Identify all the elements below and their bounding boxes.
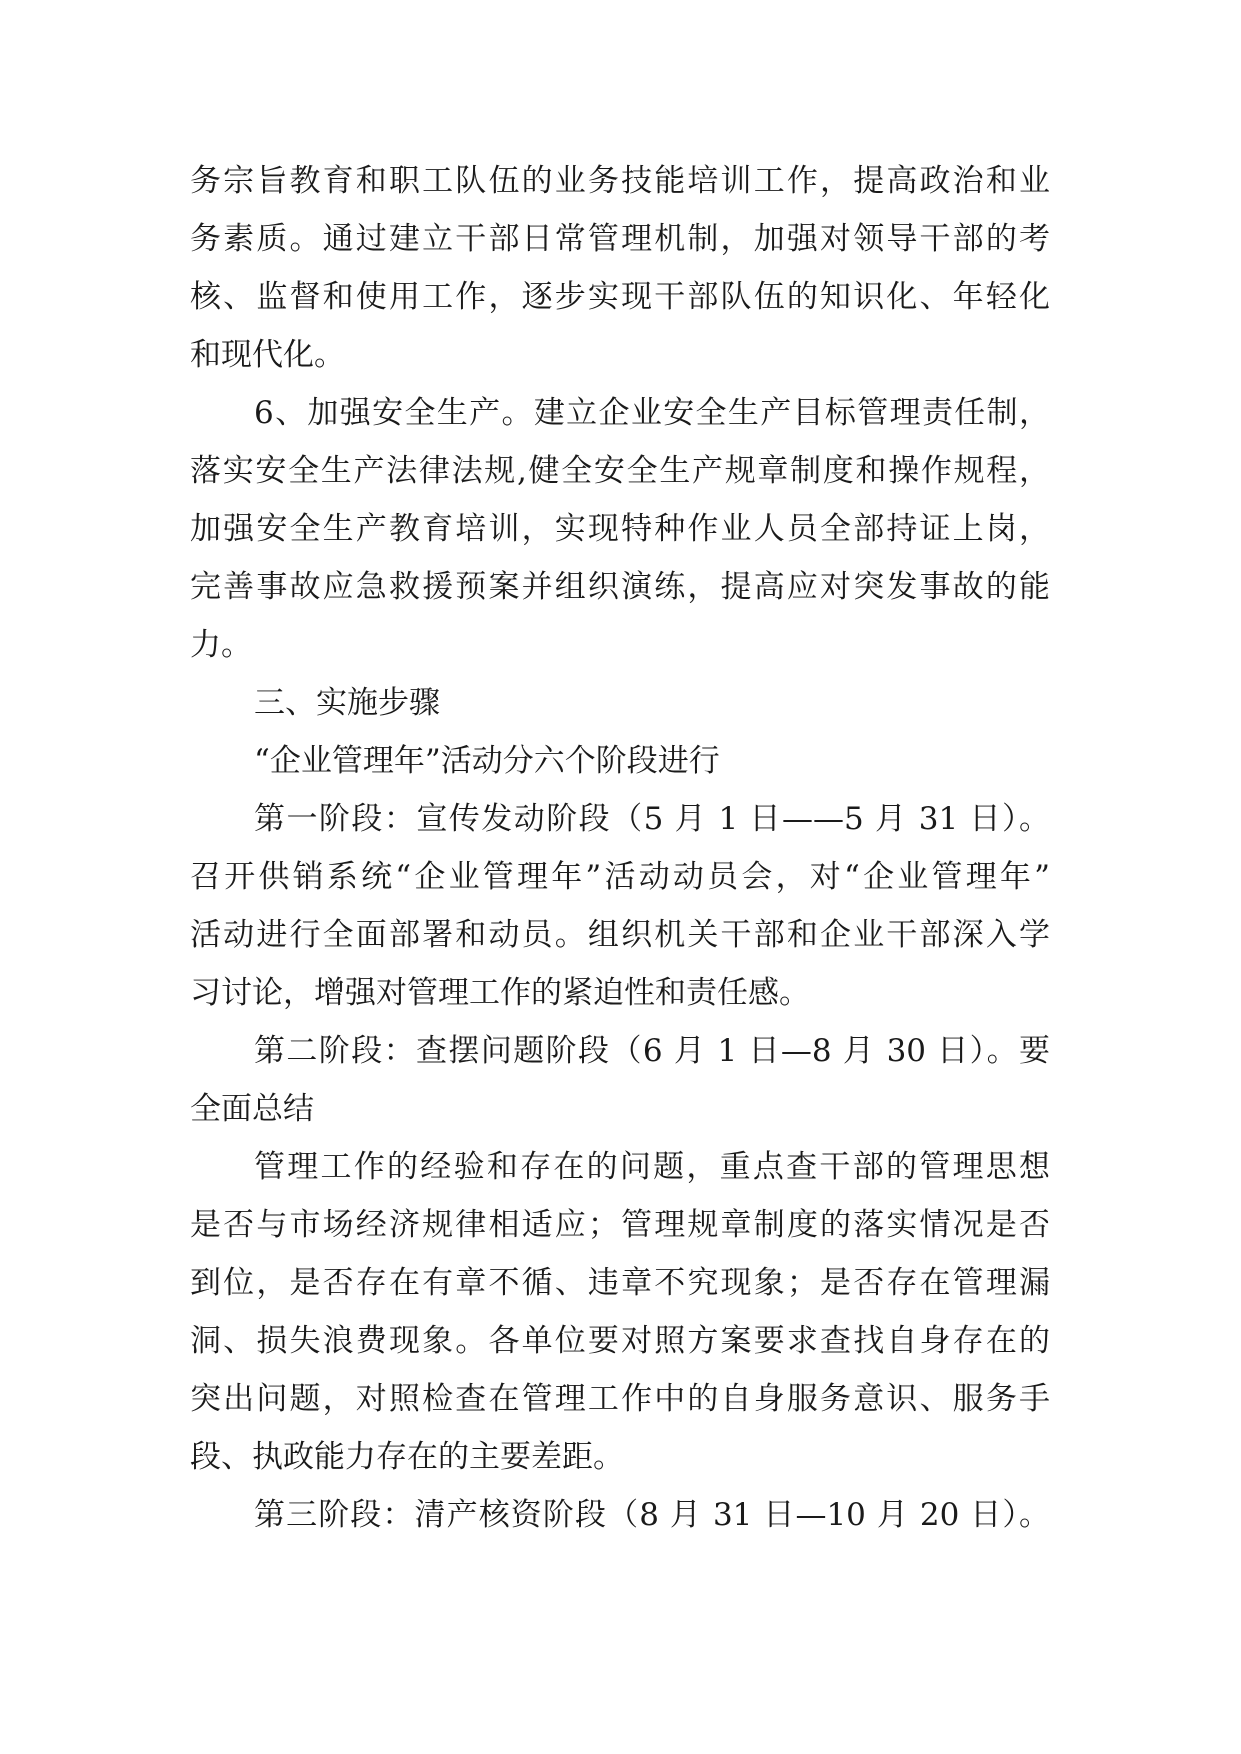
text-line: 落实安全生产法律法规,健全安全生产规章制度和操作规程， [190,453,1050,489]
text-line: 力。 [190,627,252,663]
text-line: 召开供销系统“企业管理年”活动动员会，对“企业管理年” [190,859,1050,895]
text-line: “企业管理年”活动分六个阶段进行 [254,743,720,779]
text-line: 到位，是否存在有章不循、违章不究现象；是否存在管理漏 [190,1265,1050,1301]
text-line: 洞、损失浪费现象。各单位要对照方案要求查找自身存在的 [190,1323,1050,1359]
text-line: 第一阶段：宣传发动阶段（5 月 1 日——5 月 31 日）。 [254,801,1050,837]
text-line: 核、监督和使用工作，逐步实现干部队伍的知识化、年轻化 [190,279,1050,315]
text-line: 管理工作的经验和存在的问题，重点查干部的管理思想 [254,1149,1050,1185]
text-line: 突出问题，对照检查在管理工作中的自身服务意识、服务手 [190,1381,1050,1417]
text-line: 务素质。通过建立干部日常管理机制，加强对领导干部的考 [190,221,1050,257]
text-line: 习讨论，增强对管理工作的紧迫性和责任感。 [190,975,810,1011]
text-line: 务宗旨教育和职工队伍的业务技能培训工作，提高政治和业 [190,163,1050,199]
text-line: 完善事故应急救援预案并组织演练，提高应对突发事故的能 [190,569,1050,605]
text-line: 段、执政能力存在的主要差距。 [190,1439,624,1475]
text-line: 是否与市场经济规律相适应；管理规章制度的落实情况是否 [190,1207,1050,1243]
text-line: 活动进行全面部署和动员。组织机关干部和企业干部深入学 [190,917,1050,953]
text-line: 第二阶段：查摆问题阶段（6 月 1 日—8 月 30 日）。要 [254,1033,1050,1069]
document-body [190,152,1050,1544]
text-line: 和现代化。 [190,337,345,373]
text-line: 加强安全生产教育培训，实现特种作业人员全部持证上岗， [190,511,1050,547]
text-line: 6、加强安全生产。建立企业安全生产目标管理责任制， [254,395,1050,431]
text-line: 全面总结 [190,1091,314,1127]
text-line: 第三阶段：清产核资阶段（8 月 31 日—10 月 20 日）。 [254,1497,1050,1533]
text-line: 三、实施步骤 [254,685,440,721]
